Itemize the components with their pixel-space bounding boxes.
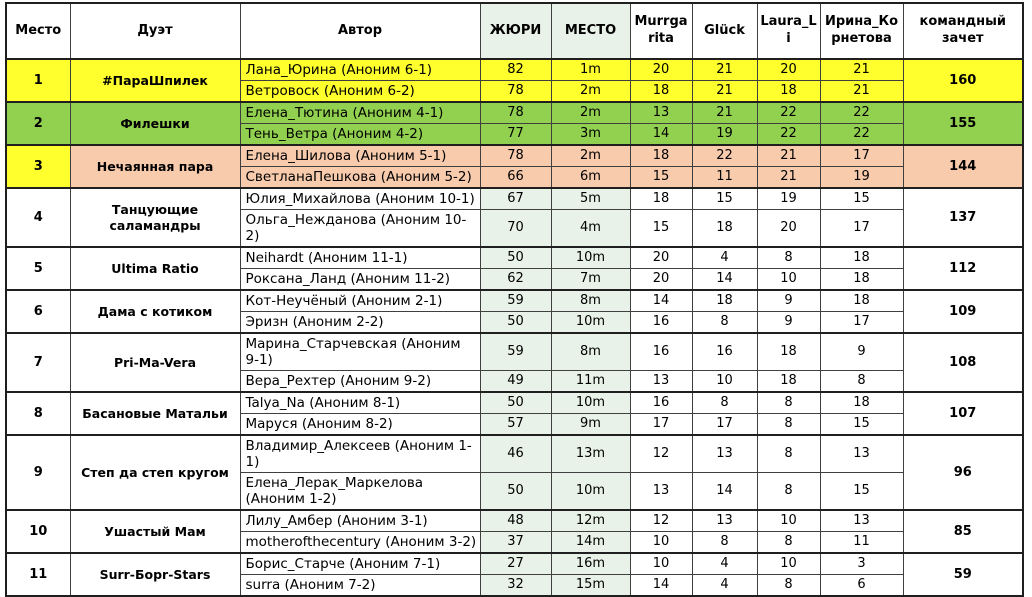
jury-score-cell[interactable]: 59 [480,290,551,312]
judge-score-cell-irina-kornetova[interactable]: 18 [820,247,903,269]
team-place-cell[interactable]: 9 [6,435,70,510]
jury-score-cell[interactable]: 46 [480,435,551,473]
team-name-cell[interactable]: Нечаянная пара [70,145,240,188]
col-header-judge-gluck[interactable]: Glück [692,3,757,59]
judge-score-cell-irina-kornetova[interactable]: 9 [820,333,903,371]
jury-rank-cell[interactable]: 2m [551,145,630,167]
team-place-cell[interactable]: 11 [6,553,70,596]
entry-row [6,145,1023,167]
judge-score-cell-irina-kornetova[interactable]: 13 [820,435,903,473]
entry-row [6,102,1023,124]
judge-score-cell-gluck[interactable]: 4 [692,247,757,269]
judge-score-cell-gluck[interactable]: 18 [692,210,757,248]
jury-score-cell[interactable]: 78 [480,145,551,167]
judge-score-cell-laura-li[interactable]: 8 [757,435,820,473]
judge-score-cell-irina-kornetova[interactable]: 15 [820,414,903,436]
judge-score-cell-murrgarita[interactable]: 18 [630,145,692,167]
author-cell[interactable]: motherofthecentury (Аноним 3-2) [240,532,480,554]
jury-score-cell[interactable]: 37 [480,532,551,554]
judge-score-cell-irina-kornetova[interactable]: 15 [820,473,903,511]
jury-score-cell[interactable]: 70 [480,210,551,248]
jury-rank-cell[interactable]: 10m [551,392,630,414]
judge-score-cell-gluck[interactable]: 17 [692,414,757,436]
team-total-cell[interactable]: 144 [903,145,1023,188]
jury-rank-cell[interactable]: 8m [551,333,630,371]
judge-score-cell-irina-kornetova[interactable]: 21 [820,59,903,81]
jury-rank-cell[interactable]: 14m [551,532,630,554]
jury-rank-cell[interactable]: 10m [551,312,630,334]
judge-score-cell-laura-li[interactable]: 8 [757,392,820,414]
judge-score-cell-laura-li[interactable]: 21 [757,145,820,167]
judge-score-cell-murrgarita[interactable]: 14 [630,290,692,312]
author-cell[interactable]: Борис_Старче (Аноним 7-1) [240,553,480,575]
judge-score-cell-gluck[interactable]: 10 [692,371,757,393]
judge-score-cell-irina-kornetova[interactable]: 19 [820,167,903,189]
entry-row [6,333,1023,371]
judge-score-cell-laura-li[interactable]: 8 [757,414,820,436]
team-total-cell[interactable]: 112 [903,247,1023,290]
jury-score-cell[interactable]: 48 [480,510,551,532]
team-name-cell[interactable]: Филешки [70,102,240,145]
jury-score-cell[interactable]: 49 [480,371,551,393]
judge-score-cell-laura-li[interactable]: 22 [757,102,820,124]
judge-score-cell-murrgarita[interactable]: 10 [630,532,692,554]
judge-score-cell-irina-kornetova[interactable]: 13 [820,510,903,532]
author-cell[interactable]: Елена_Лерак_Маркелова (Аноним 1-2) [240,473,480,511]
judge-score-cell-laura-li[interactable]: 22 [757,124,820,146]
jury-score-cell[interactable]: 50 [480,473,551,511]
jury-rank-cell[interactable]: 15m [551,575,630,597]
team-name-cell[interactable]: Ultima Ratio [70,247,240,290]
jury-rank-cell[interactable]: 12m [551,510,630,532]
jury-score-cell[interactable]: 67 [480,188,551,210]
judge-score-cell-murrgarita[interactable]: 15 [630,167,692,189]
judge-score-cell-laura-li[interactable]: 9 [757,312,820,334]
col-header-author[interactable]: Автор [240,3,480,59]
author-cell[interactable]: Эризн (Аноним 2-2) [240,312,480,334]
entry-row [6,435,1023,473]
jury-score-cell[interactable]: 50 [480,392,551,414]
jury-rank-cell[interactable]: 10m [551,247,630,269]
judge-score-cell-laura-li[interactable]: 20 [757,59,820,81]
col-header-place[interactable]: Место [6,3,70,59]
judge-score-cell-irina-kornetova[interactable]: 17 [820,312,903,334]
team-total-cell[interactable]: 155 [903,102,1023,145]
entry-row [6,290,1023,312]
judge-score-cell-murrgarita[interactable]: 17 [630,414,692,436]
judge-score-cell-murrgarita[interactable]: 18 [630,81,692,103]
judge-score-cell-laura-li[interactable]: 21 [757,167,820,189]
team-total-cell[interactable]: 96 [903,435,1023,510]
judge-score-cell-irina-kornetova[interactable]: 11 [820,532,903,554]
team-place-cell[interactable]: 6 [6,290,70,333]
team-name-cell[interactable]: #ПараШпилек [70,59,240,102]
jury-score-cell[interactable]: 50 [480,247,551,269]
jury-rank-cell[interactable]: 1m [551,59,630,81]
team-place-cell[interactable]: 4 [6,188,70,247]
judge-score-cell-gluck[interactable]: 16 [692,333,757,371]
jury-rank-cell[interactable]: 6m [551,167,630,189]
col-header-team-total[interactable]: командный зачет [903,3,1023,59]
judge-score-cell-laura-li[interactable]: 10 [757,269,820,291]
judge-score-cell-irina-kornetova[interactable]: 18 [820,392,903,414]
judge-score-cell-murrgarita[interactable]: 13 [630,371,692,393]
jury-rank-cell[interactable]: 3m [551,124,630,146]
jury-score-cell[interactable]: 59 [480,333,551,371]
judge-score-cell-irina-kornetova[interactable]: 22 [820,102,903,124]
judge-score-cell-gluck[interactable]: 14 [692,269,757,291]
judge-score-cell-murrgarita[interactable]: 10 [630,553,692,575]
judge-score-cell-laura-li[interactable]: 8 [757,532,820,554]
judge-score-cell-murrgarita[interactable]: 14 [630,575,692,597]
author-cell[interactable]: Вера_Рехтер (Аноним 9-2) [240,371,480,393]
team-place-cell[interactable]: 1 [6,59,70,102]
author-cell[interactable]: Лилу_Амбер (Аноним 3-1) [240,510,480,532]
judge-score-cell-laura-li[interactable]: 18 [757,371,820,393]
author-cell[interactable]: Talya_Na (Аноним 8-1) [240,392,480,414]
col-header-judge-murrgarita[interactable]: Murrgarita [630,3,692,59]
judge-score-cell-gluck[interactable]: 8 [692,312,757,334]
judge-score-cell-murrgarita[interactable]: 18 [630,188,692,210]
author-cell[interactable]: Neihardt (Аноним 11-1) [240,247,480,269]
author-cell[interactable]: Роксана_Ланд (Аноним 11-2) [240,269,480,291]
judge-score-cell-irina-kornetova[interactable]: 6 [820,575,903,597]
jury-rank-cell[interactable]: 10m [551,473,630,511]
entry-row [6,188,1023,210]
jury-rank-cell[interactable]: 7m [551,269,630,291]
judge-score-cell-laura-li[interactable]: 9 [757,290,820,312]
judge-score-cell-gluck[interactable]: 13 [692,435,757,473]
team-place-cell[interactable]: 3 [6,145,70,188]
judge-score-cell-irina-kornetova[interactable]: 17 [820,145,903,167]
jury-rank-cell[interactable]: 2m [551,81,630,103]
judge-score-cell-laura-li[interactable]: 19 [757,188,820,210]
judge-score-cell-murrgarita[interactable]: 20 [630,247,692,269]
judge-score-cell-gluck[interactable]: 18 [692,290,757,312]
jury-score-cell[interactable]: 62 [480,269,551,291]
judge-score-cell-murrgarita[interactable]: 13 [630,102,692,124]
entry-row [6,59,1023,81]
jury-rank-cell[interactable]: 5m [551,188,630,210]
judge-score-cell-laura-li[interactable]: 8 [757,473,820,511]
team-total-cell[interactable]: 59 [903,553,1023,596]
judge-score-cell-gluck[interactable]: 15 [692,188,757,210]
judge-score-cell-murrgarita[interactable]: 20 [630,269,692,291]
team-name-cell[interactable]: Pri-Ma-Vera [70,333,240,392]
judge-score-cell-irina-kornetova[interactable]: 3 [820,553,903,575]
team-name-cell[interactable]: Танцующие саламандры [70,188,240,247]
results-table [5,2,1024,597]
jury-rank-cell[interactable]: 8m [551,290,630,312]
author-cell[interactable]: Тень_Ветра (Аноним 4-2) [240,124,480,146]
judge-score-cell-laura-li[interactable]: 18 [757,81,820,103]
team-total-cell[interactable]: 108 [903,333,1023,392]
team-total-cell[interactable]: 109 [903,290,1023,333]
header-row [6,3,1023,59]
jury-score-cell[interactable]: 77 [480,124,551,146]
col-header-jury-rank[interactable]: МЕСТО [551,3,630,59]
judge-score-cell-murrgarita[interactable]: 20 [630,59,692,81]
judge-score-cell-irina-kornetova[interactable]: 15 [820,188,903,210]
jury-score-cell[interactable]: 50 [480,312,551,334]
author-cell[interactable]: Владимир_Алексеев (Аноним 1-1) [240,435,480,473]
judge-score-cell-irina-kornetova[interactable]: 17 [820,210,903,248]
jury-score-cell[interactable]: 32 [480,575,551,597]
team-name-cell[interactable]: Ушастый Мам [70,510,240,553]
author-cell[interactable]: СветланаПешкова (Аноним 5-2) [240,167,480,189]
jury-score-cell[interactable]: 82 [480,59,551,81]
team-total-cell[interactable]: 107 [903,392,1023,435]
jury-rank-cell[interactable]: 2m [551,102,630,124]
judge-score-cell-murrgarita[interactable]: 12 [630,510,692,532]
jury-rank-cell[interactable]: 11m [551,371,630,393]
judge-score-cell-murrgarita[interactable]: 16 [630,333,692,371]
team-place-cell[interactable]: 5 [6,247,70,290]
entry-row [6,510,1023,532]
jury-score-cell[interactable]: 57 [480,414,551,436]
jury-score-cell[interactable]: 78 [480,102,551,124]
author-cell[interactable]: Лана_Юрина (Аноним 6-1) [240,59,480,81]
judge-score-cell-gluck[interactable]: 21 [692,81,757,103]
jury-score-cell[interactable]: 27 [480,553,551,575]
entry-row [6,247,1023,269]
judge-score-cell-murrgarita[interactable]: 16 [630,312,692,334]
judge-score-cell-murrgarita[interactable]: 16 [630,392,692,414]
author-cell[interactable]: Ветровоск (Аноним 6-2) [240,81,480,103]
judge-score-cell-gluck[interactable]: 11 [692,167,757,189]
jury-rank-cell[interactable]: 9m [551,414,630,436]
author-cell[interactable]: surra (Аноним 7-2) [240,575,480,597]
judge-score-cell-murrgarita[interactable]: 13 [630,473,692,511]
author-cell[interactable]: Маруся (Аноним 8-2) [240,414,480,436]
team-place-cell[interactable]: 2 [6,102,70,145]
judge-score-cell-murrgarita[interactable]: 15 [630,210,692,248]
jury-rank-cell[interactable]: 4m [551,210,630,248]
judge-score-cell-irina-kornetova[interactable]: 18 [820,290,903,312]
team-place-cell[interactable]: 10 [6,510,70,553]
jury-rank-cell[interactable]: 16m [551,553,630,575]
team-name-cell[interactable]: Surr-Борr-Stars [70,553,240,596]
team-total-cell[interactable]: 160 [903,59,1023,102]
team-place-cell[interactable]: 7 [6,333,70,392]
judge-score-cell-laura-li[interactable]: 8 [757,575,820,597]
author-cell[interactable]: Елена_Шилова (Аноним 5-1) [240,145,480,167]
entry-row [6,392,1023,414]
col-header-judge-laura-li[interactable]: Laura_Li [757,3,820,59]
team-name-cell[interactable]: Дама с котиком [70,290,240,333]
team-name-cell[interactable]: Басановые Матальи [70,392,240,435]
judge-score-cell-gluck[interactable]: 8 [692,392,757,414]
team-place-cell[interactable]: 8 [6,392,70,435]
team-name-cell[interactable]: Степ да степ кругом [70,435,240,510]
judge-score-cell-murrgarita[interactable]: 12 [630,435,692,473]
judge-score-cell-irina-kornetova[interactable]: 22 [820,124,903,146]
author-cell[interactable]: Ольга_Нежданова (Аноним 10-2) [240,210,480,248]
col-header-judge-irina-kornetova[interactable]: Ирина_Корнетова [820,3,903,59]
judge-score-cell-laura-li[interactable]: 8 [757,247,820,269]
author-cell[interactable]: Марина_Старчевская (Аноним 9-1) [240,333,480,371]
judge-score-cell-irina-kornetova[interactable]: 18 [820,269,903,291]
judge-score-cell-gluck[interactable]: 14 [692,473,757,511]
judge-score-cell-laura-li[interactable]: 18 [757,333,820,371]
judge-score-cell-gluck[interactable]: 22 [692,145,757,167]
judge-score-cell-gluck[interactable]: 19 [692,124,757,146]
judge-score-cell-laura-li[interactable]: 10 [757,510,820,532]
judge-score-cell-gluck[interactable]: 13 [692,510,757,532]
team-total-cell[interactable]: 85 [903,510,1023,553]
col-header-jury[interactable]: ЖЮРИ [480,3,551,59]
team-total-cell[interactable]: 137 [903,188,1023,247]
judge-score-cell-laura-li[interactable]: 20 [757,210,820,248]
author-cell[interactable]: Кот-Неучёный (Аноним 2-1) [240,290,480,312]
judge-score-cell-gluck[interactable]: 21 [692,59,757,81]
jury-score-cell[interactable]: 78 [480,81,551,103]
judge-score-cell-irina-kornetova[interactable]: 21 [820,81,903,103]
judge-score-cell-gluck[interactable]: 4 [692,575,757,597]
col-header-duet[interactable]: Дуэт [70,3,240,59]
judge-score-cell-irina-kornetova[interactable]: 8 [820,371,903,393]
author-cell[interactable]: Юлия_Михайлова (Аноним 10-1) [240,188,480,210]
author-cell[interactable]: Елена_Тютина (Аноним 4-1) [240,102,480,124]
jury-score-cell[interactable]: 66 [480,167,551,189]
entry-row [6,553,1023,575]
judge-score-cell-laura-li[interactable]: 10 [757,553,820,575]
jury-rank-cell[interactable]: 13m [551,435,630,473]
judge-score-cell-gluck[interactable]: 4 [692,553,757,575]
judge-score-cell-gluck[interactable]: 8 [692,532,757,554]
judge-score-cell-murrgarita[interactable]: 14 [630,124,692,146]
judge-score-cell-gluck[interactable]: 21 [692,102,757,124]
